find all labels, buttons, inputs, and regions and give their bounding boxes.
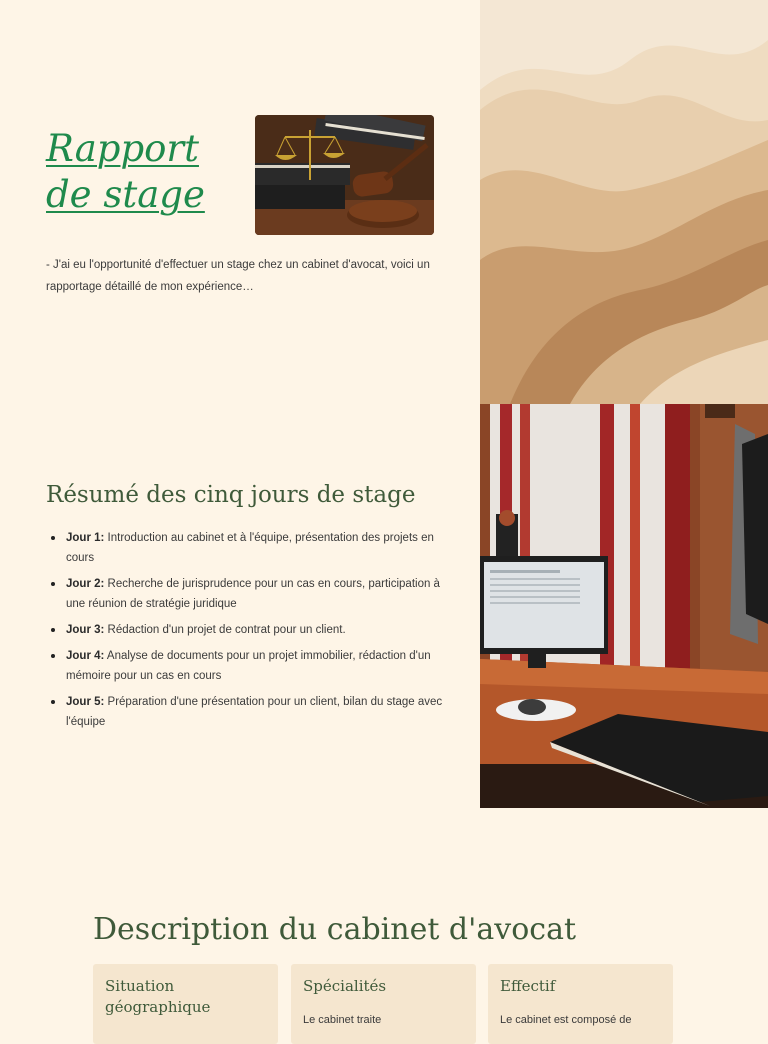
card-title: Spécialités — [303, 977, 387, 995]
day-text: Rédaction d'un projet de contrat pour un client. — [104, 624, 346, 636]
list-item — [66, 620, 458, 640]
location-card — [93, 964, 278, 1044]
list-item — [66, 574, 458, 614]
day-text: Analyse de documents pour un projet immobilier, rédaction d'un mémoire pour un cas en cours — [66, 650, 431, 682]
abstract-waves-image — [480, 0, 768, 404]
specialties-card — [291, 964, 476, 1044]
law-gavel-photo — [255, 115, 434, 235]
list-item — [66, 692, 458, 732]
intro-text: - J'ai eu l'opportunité d'effectuer un stage chez un cabinet d'avocat, voici un rapportage détaillé de mon expérience… — [46, 259, 430, 293]
law-office-photo — [480, 404, 768, 808]
description-heading: Description du cabinet d'avocat — [93, 912, 577, 947]
day-text: Introduction au cabinet et à l'équipe, présentation des projets en cours — [66, 532, 434, 564]
day-label: Jour 2: — [66, 578, 105, 590]
card-title: Effectif — [500, 977, 556, 995]
day-text: Recherche de jurisprudence pour un cas en cours, participation à une réunion de stratégie juridique — [66, 578, 440, 610]
list-item — [66, 646, 458, 686]
card-title: Situation géographique — [105, 977, 211, 1016]
card-text: Le cabinet traite — [303, 1014, 382, 1026]
report-title — [46, 126, 205, 218]
day-label: Jour 5: — [66, 696, 105, 708]
internship-days-list — [46, 528, 458, 738]
day-label: Jour 1: — [66, 532, 105, 544]
day-text: Préparation d'une présentation pour un client, bilan du stage avec l'équipe — [66, 696, 443, 728]
day-label: Jour 3: — [66, 624, 105, 636]
staff-card — [488, 964, 673, 1044]
list-item — [66, 528, 458, 568]
report-title-line2: de stage — [46, 173, 205, 216]
card-text: Le cabinet est composé de — [500, 1014, 632, 1026]
report-title-line1: Rapport — [46, 127, 199, 170]
day-label: Jour 4: — [66, 650, 105, 662]
summary-heading: Résumé des cinq jours de stage — [46, 482, 416, 508]
